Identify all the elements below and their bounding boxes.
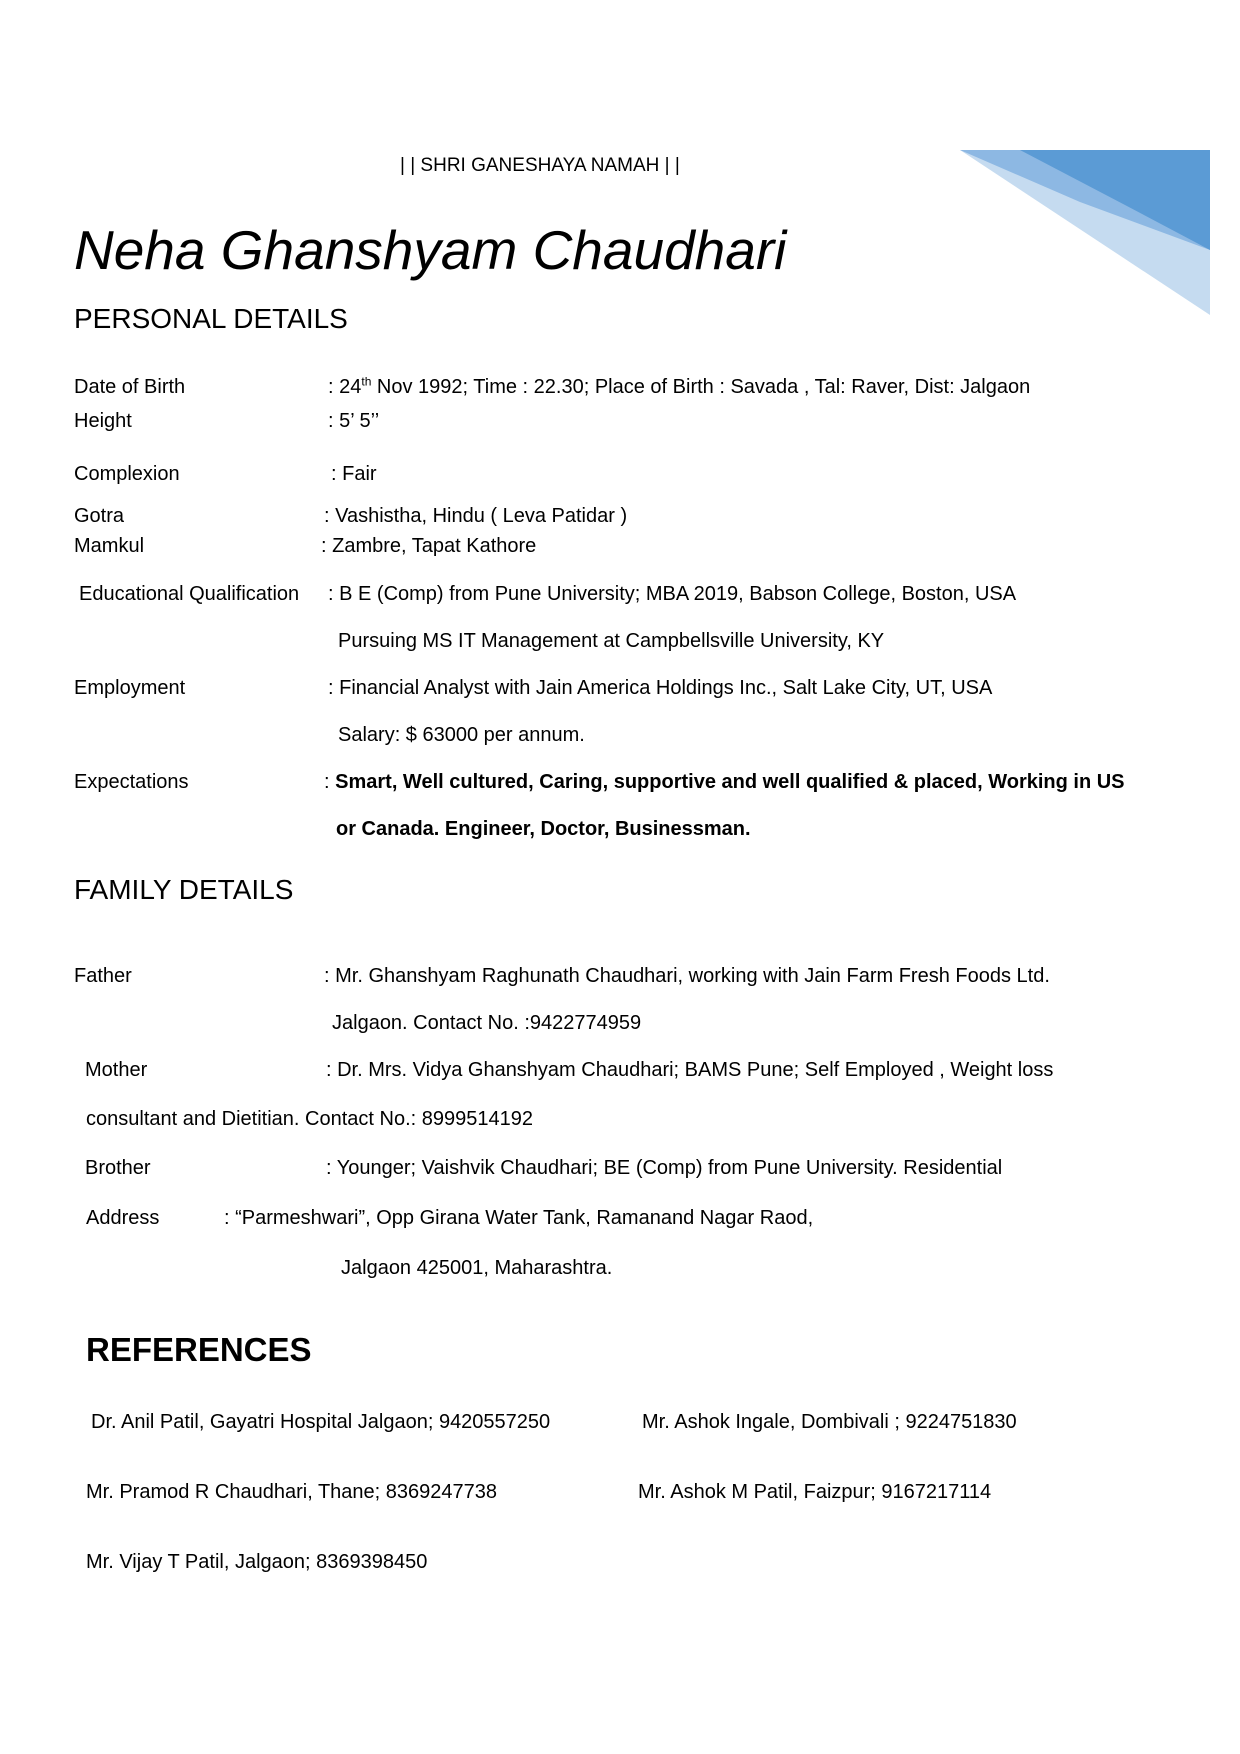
complexion-value: : Fair xyxy=(331,463,377,485)
mother-label: Mother xyxy=(85,1059,148,1081)
address-label: Address xyxy=(86,1207,160,1229)
complexion-label: Complexion xyxy=(74,463,180,485)
education-line-1: : B E (Comp) from Pune University; MBA 2019, Babson College, Boston, USA xyxy=(328,583,1017,605)
invocation-line: | | SHRI GANESHAYA NAMAH | | xyxy=(400,155,680,176)
reference-item: Mr. Ashok Ingale, Dombivali ; 9224751830 xyxy=(642,1411,1017,1433)
corner-decoration-graphic xyxy=(960,150,1210,320)
brother-label: Brother xyxy=(85,1157,151,1179)
address-line-1: : “Parmeshwari”, Opp Girana Water Tank, Ramanand Nagar Raod, xyxy=(224,1207,814,1229)
employment-line-1: : Financial Analyst with Jain America Holdings Inc., Salt Lake City, UT, USA xyxy=(328,677,993,699)
education-label: Educational Qualification xyxy=(79,583,300,605)
candidate-name: Neha Ghanshyam Chaudhari xyxy=(74,219,787,281)
dob-value: : 24th Nov 1992; Time : 22.30; Place of Birth : Savada , Tal: Raver, Dist: Jalgaon xyxy=(328,374,1031,398)
references-heading: REFERENCES xyxy=(86,1331,312,1368)
family-details-heading: FAMILY DETAILS xyxy=(74,874,294,905)
height-value: : 5’ 5’’ xyxy=(328,410,380,432)
gotra-value: : Vashistha, Hindu ( Leva Patidar ) xyxy=(324,505,628,527)
dob-label: Date of Birth xyxy=(74,376,186,398)
father-line-1: : Mr. Ghanshyam Raghunath Chaudhari, working with Jain Farm Fresh Foods Ltd. xyxy=(324,965,1050,987)
reference-item: Mr. Vijay T Patil, Jalgaon; 8369398450 xyxy=(86,1551,428,1573)
reference-item: Mr. Pramod R Chaudhari, Thane; 8369247738 xyxy=(86,1481,498,1503)
mamkul-label: Mamkul xyxy=(74,535,145,557)
address-line-2: Jalgaon 425001, Maharashtra. xyxy=(341,1257,613,1279)
height-label: Height xyxy=(74,410,132,432)
father-line-2: Jalgaon. Contact No. :9422774959 xyxy=(332,1012,642,1034)
expectations-label: Expectations xyxy=(74,771,189,793)
dob-superscript: th xyxy=(361,374,372,389)
expectations-line-1: : Smart, Well cultured, Caring, supportive and well qualified & placed, Working in US xyxy=(324,771,1125,793)
expectations-line-2: or Canada. Engineer, Doctor, Businessman. xyxy=(336,818,751,840)
reference-item: Dr. Anil Patil, Gayatri Hospital Jalgaon; 9420557250 xyxy=(91,1411,551,1433)
mamkul-value: : Zambre, Tapat Kathore xyxy=(321,535,537,557)
personal-details-heading: PERSONAL DETAILS xyxy=(74,303,348,334)
father-label: Father xyxy=(74,965,132,987)
mother-line-2: consultant and Dietitian. Contact No.: 8999514192 xyxy=(86,1108,533,1130)
employment-label: Employment xyxy=(74,677,186,699)
mother-line-1: : Dr. Mrs. Vidya Ghanshyam Chaudhari; BAMS Pune; Self Employed , Weight loss xyxy=(326,1059,1054,1081)
education-line-2: Pursuing MS IT Management at Campbellsville University, KY xyxy=(338,630,885,652)
employment-line-2: Salary: $ 63000 per annum. xyxy=(338,724,585,746)
reference-item: Mr. Ashok M Patil, Faizpur; 9167217114 xyxy=(638,1481,992,1503)
gotra-label: Gotra xyxy=(74,505,125,527)
brother-value: : Younger; Vaishvik Chaudhari; BE (Comp) from Pune University. Residential xyxy=(326,1157,1003,1179)
